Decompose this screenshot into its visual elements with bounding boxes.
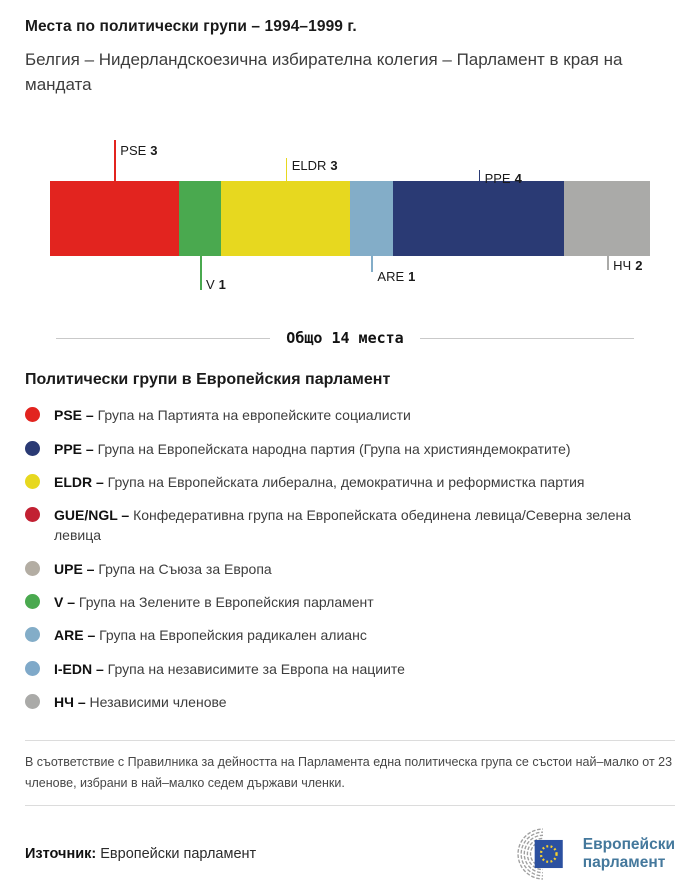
callout-label-PPE: PPE 4 [484, 171, 522, 187]
legend-item [25, 505, 674, 546]
footer-divider-top [25, 740, 675, 741]
legend-group-name: Група на Европейската народна партия (Група на християндемократите) [93, 440, 571, 457]
legend-group-name: Група на Съюза за Европа [94, 560, 272, 577]
total-seats-label: Общо 14 места [286, 329, 404, 348]
callout-label-ARE: ARE 1 [377, 269, 416, 285]
legend-group-abbr: ARE – [54, 627, 96, 644]
legend-group-abbr: PPE – [54, 440, 94, 457]
legend-item [25, 592, 674, 612]
legend-group-abbr: UPE – [54, 560, 95, 577]
legend-item [25, 405, 674, 425]
legend-item [25, 439, 674, 459]
source-row [25, 828, 675, 880]
european-parliament-logo [511, 828, 675, 880]
legend-group-abbr: PSE – [54, 407, 94, 424]
callout-tick-PPE [479, 170, 481, 181]
logo-line-2: парламент [582, 853, 666, 871]
legend-item [25, 559, 674, 579]
legend-group-abbr: V – [54, 594, 76, 611]
footer-divider-bottom [25, 805, 675, 806]
legend-color-dot [25, 694, 40, 709]
legend-group-name: Група на Европейския радикален алианс [95, 627, 367, 644]
legend-group-name: Конфедеративна група на Европейската обединена левица/Северна зелена левица [54, 507, 631, 544]
legend-group-abbr: ELDR – [54, 473, 104, 490]
legend-color-dot [25, 561, 40, 576]
legend-group-abbr: НЧ – [54, 693, 86, 710]
total-seats-row [56, 329, 634, 347]
legend-group-abbr: GUE/NGL – [54, 507, 130, 524]
legend-color-dot [25, 507, 40, 522]
legend-item [25, 692, 674, 712]
eu-flag-square [534, 839, 562, 867]
callout-tick-V [200, 256, 202, 290]
bar-callouts [50, 137, 650, 297]
callout-label-V: V 1 [206, 277, 226, 293]
legend-group-name: Група на Партията на европейските социалисти [93, 407, 411, 424]
page-title: Места по политически групи – 1994–1999 г. [25, 18, 357, 35]
footnote: В съответствие с Правилника за дейността на Парламента една политическа група се състои най–малко от 23 членове, избрани в най–малко седем държави членки. [25, 755, 673, 790]
legend-heading: Политически групи в Европейския парламент [25, 371, 391, 389]
source-text [25, 846, 256, 862]
callout-tick-ELDR [286, 158, 288, 181]
legend-color-dot [25, 594, 40, 609]
legend-color-dot [25, 627, 40, 642]
callout-label-ELDR: ELDR 3 [291, 158, 338, 174]
legend-group-name: Група на независимите за Европа на нациите [103, 660, 405, 677]
divider-line-right [420, 338, 634, 339]
callout-tick-НЧ [607, 256, 609, 270]
callout-label-PSE: PSE 3 [120, 143, 158, 159]
logo-wordmark [583, 836, 675, 872]
infographic-page [0, 18, 700, 880]
legend-color-dot [25, 474, 40, 489]
legend-color-dot [25, 661, 40, 676]
page-subtitle: Белгия – Нидерландскоезична избирателна колегия – Парламент в края на мандата [25, 50, 623, 94]
source-label: Източник: [25, 845, 97, 862]
legend-group-name: Група на Зелените в Европейския парламент [75, 594, 374, 611]
source-value: Европейски парламент [100, 845, 257, 862]
legend-item [25, 625, 674, 645]
hemicycle-eu-flag-icon [511, 828, 575, 880]
seats-bar-chart [25, 137, 675, 297]
callout-label-НЧ: НЧ 2 [613, 258, 643, 274]
legend-color-dot [25, 407, 40, 422]
legend-item [25, 472, 674, 492]
legend-group-name: Независими членове [85, 693, 227, 710]
legend-group-name: Група на Европейската либерална, демократична и реформистка партия [103, 473, 585, 490]
callout-tick-PSE [114, 140, 116, 181]
callout-tick-ARE [371, 256, 373, 272]
legend-group-abbr: I-EDN – [54, 660, 104, 677]
legend-color-dot [25, 441, 40, 456]
logo-line-1: Европейски [582, 835, 675, 853]
legend [25, 405, 675, 712]
divider-line-left [56, 338, 270, 339]
legend-item [25, 659, 674, 679]
